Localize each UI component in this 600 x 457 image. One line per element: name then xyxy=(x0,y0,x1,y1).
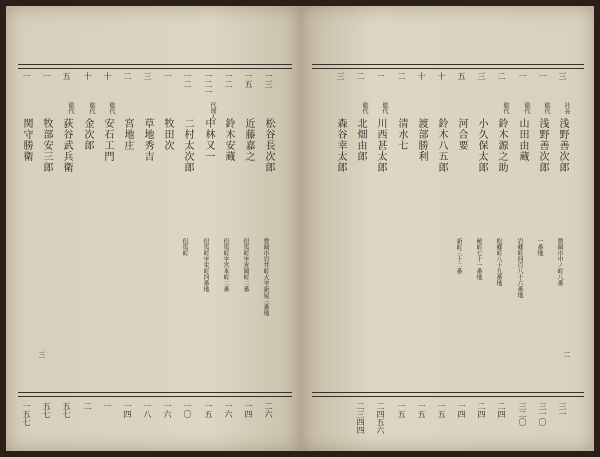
phone-number: 一 xyxy=(103,402,112,410)
member-name: 荻谷武兵衛 xyxy=(61,118,72,173)
phone-number: 一六 xyxy=(224,402,233,418)
member-name: 川西甚太郎 xyxy=(375,118,386,173)
address-text: 岩郷町四百八十六番地 xyxy=(516,238,523,298)
member-name: 松谷長次郎 xyxy=(263,118,274,173)
entry-column xyxy=(38,6,56,451)
member-name: 森谷幸太郎 xyxy=(335,118,346,173)
role-label: 代理人 xyxy=(209,102,216,120)
phone-number: 二六 xyxy=(264,402,273,418)
sequence-number: 三 xyxy=(336,72,345,80)
left-page xyxy=(6,6,300,451)
member-name: 宮地庄 xyxy=(122,118,133,151)
sequence-number: 十 xyxy=(417,72,426,80)
entry-column xyxy=(200,6,218,451)
role-label: 総代 xyxy=(523,102,530,114)
sequence-number: 一 xyxy=(42,72,51,80)
member-name: 鈴木八五郎 xyxy=(436,118,447,173)
sequence-number: 三 xyxy=(143,72,152,80)
entry-column xyxy=(58,6,76,451)
sequence-number: 三 xyxy=(558,72,567,80)
book-spread xyxy=(6,6,594,451)
entry-column xyxy=(393,6,411,451)
role-label: 総代 xyxy=(543,102,550,114)
phone-number: 二四五六 xyxy=(376,402,385,434)
sequence-number: 十 xyxy=(103,72,112,80)
phone-number: 一六 xyxy=(163,402,172,418)
phone-number: 一五七 xyxy=(22,402,31,426)
member-name: 金次郎 xyxy=(82,118,93,151)
address-text: 但馬町字宮本町二番 xyxy=(222,238,229,292)
address-text: 一番地 xyxy=(536,238,543,256)
right-page xyxy=(300,6,594,451)
entry-column xyxy=(453,6,471,451)
member-name: 北畑由郎 xyxy=(355,118,366,162)
member-name: 近藤嘉之 xyxy=(243,118,254,162)
phone-number: 一五 xyxy=(437,402,446,418)
entry-column xyxy=(179,6,197,451)
address-text: 豊岡市岩井町大字新屋三番地 xyxy=(262,238,269,316)
phone-number: 三一 xyxy=(558,402,567,418)
member-name: 牧部安三郎 xyxy=(41,118,52,173)
sequence-number: 二 xyxy=(497,72,506,80)
phone-number: 五七 xyxy=(42,402,51,418)
entry-column xyxy=(473,6,491,451)
entry-column xyxy=(554,6,572,451)
entry-column xyxy=(352,6,370,451)
sequence-number: 一 xyxy=(163,72,172,80)
phone-number: 一八 xyxy=(143,402,152,418)
sequence-number: 三 xyxy=(477,72,486,80)
page-number: 二 xyxy=(563,351,571,358)
entry-column xyxy=(119,6,137,451)
phone-number: 一四 xyxy=(457,402,466,418)
address-text: 新町三十二番 xyxy=(455,238,462,274)
role-label: 総代 xyxy=(88,102,95,114)
member-name: 鈴木安蔵 xyxy=(223,118,234,162)
role-label: 総代 xyxy=(108,102,115,114)
entry-column xyxy=(240,6,258,451)
phone-number: 一四 xyxy=(244,402,253,418)
entry-column xyxy=(514,6,532,451)
address-text: 松郷町八十九番地 xyxy=(495,238,502,286)
member-name: 安石工門 xyxy=(102,118,113,162)
phone-number: 五七 xyxy=(62,402,71,418)
member-name: 渡部勝利 xyxy=(416,118,427,162)
phone-number: 二四 xyxy=(497,402,506,418)
sequence-number: 二 xyxy=(356,72,365,80)
role-label: 総代 xyxy=(381,102,388,114)
member-name: 二村太次郎 xyxy=(182,118,193,173)
phone-number: 二四 xyxy=(477,402,486,418)
sequence-number: 一 xyxy=(376,72,385,80)
entry-column xyxy=(220,6,238,451)
member-name: 中林又一 xyxy=(203,118,214,162)
address-text: 秘町七十一番地 xyxy=(475,238,482,280)
sequence-number: 一 xyxy=(22,72,31,80)
address-text: 但馬町字宵岡町二番 xyxy=(242,238,249,292)
entry-column xyxy=(18,6,36,451)
role-label: 総代 xyxy=(361,102,368,114)
sequence-number: 一 xyxy=(518,72,527,80)
role-label: 社長 xyxy=(563,102,570,114)
sequence-number: 一五 xyxy=(244,72,253,88)
address-text: 豊岡市中ノ町八番 xyxy=(556,238,563,286)
phone-number: 一五 xyxy=(417,402,426,418)
sequence-number: 一二一 xyxy=(204,72,213,96)
address-text: 但馬町 xyxy=(181,238,188,256)
entry-column xyxy=(534,6,552,451)
entry-column xyxy=(79,6,97,451)
sequence-number: 五 xyxy=(62,72,71,80)
entry-column xyxy=(493,6,511,451)
sequence-number: 五 xyxy=(457,72,466,80)
role-label: 総代 xyxy=(67,102,74,114)
entry-column xyxy=(139,6,157,451)
sequence-number: 一 xyxy=(538,72,547,80)
entry-column xyxy=(332,6,350,451)
entry-column xyxy=(372,6,390,451)
member-name: 浅野善次郎 xyxy=(557,118,568,173)
entry-column xyxy=(260,6,278,451)
entry-column xyxy=(413,6,431,451)
sequence-number: 一三 xyxy=(264,72,273,88)
sequence-number: 二 xyxy=(397,72,406,80)
phone-number: 一〇 xyxy=(183,402,192,418)
phone-number: 三二〇 xyxy=(518,402,527,426)
member-name: 清水七 xyxy=(396,118,407,151)
member-name: 鈴木源之助 xyxy=(496,118,507,173)
sequence-number: 十 xyxy=(437,72,446,80)
entry-column xyxy=(99,6,117,451)
phone-number: 二 xyxy=(83,402,92,410)
phone-number: 一五 xyxy=(397,402,406,418)
sequence-number: 二 xyxy=(123,72,132,80)
member-name: 河合要 xyxy=(456,118,467,151)
member-name: 山田由蔵 xyxy=(517,118,528,162)
role-label: 総代 xyxy=(502,102,509,114)
phone-number: 一五 xyxy=(204,402,213,418)
sequence-number: 十 xyxy=(83,72,92,80)
phone-number: 三一〇 xyxy=(538,402,547,426)
member-name: 小久保太郎 xyxy=(476,118,487,173)
address-text: 但馬町字栄町四番地 xyxy=(202,238,209,292)
sequence-number: 一二 xyxy=(183,72,192,88)
sequence-number: 一二 xyxy=(224,72,233,88)
entry-column xyxy=(159,6,177,451)
entry-column xyxy=(433,6,451,451)
member-name: 牧田次 xyxy=(162,118,173,151)
member-name: 草地秀吉 xyxy=(142,118,153,162)
page-number: 三 xyxy=(38,351,46,358)
member-name: 浅野善次郎 xyxy=(537,118,548,173)
phone-number: 二三四四 xyxy=(356,402,365,434)
member-name: 関守勝衛 xyxy=(21,118,32,162)
phone-number: 一四 xyxy=(123,402,132,418)
